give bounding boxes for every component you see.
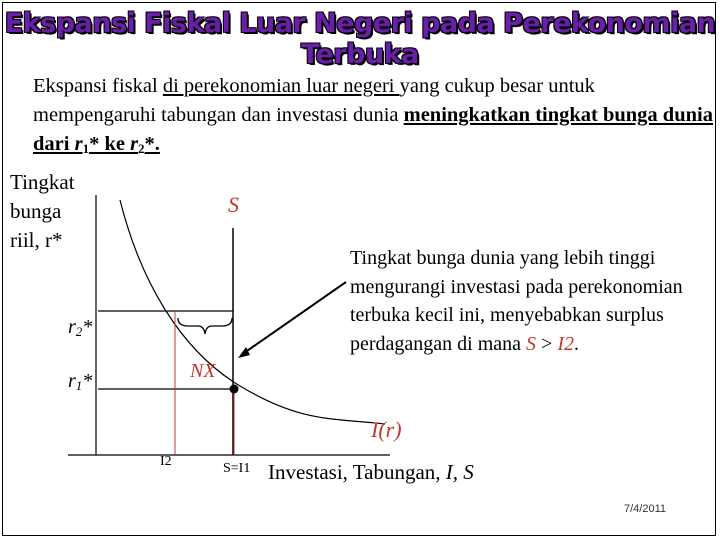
equilibrium-point xyxy=(230,385,239,394)
i2-tick-label: I2 xyxy=(160,454,172,469)
r2-label: $r_2*$ xyxy=(68,316,93,339)
x-axis-label: Investasi, Tabungan, I, S xyxy=(268,460,474,484)
investment-curve-label: I(r) xyxy=(371,417,402,442)
intro-text-bold: meningkatkan tingkat bunga dunia dari $r_1*$ ke $r_2*$. xyxy=(33,104,713,156)
s-i1-tick-label: S=I1 xyxy=(223,461,251,476)
intro-text-1: Ekspansi fiskal xyxy=(33,75,163,97)
slide-date: 7/4/2011 xyxy=(624,503,667,515)
intro-text-underlined: di perekonomian luar negeri xyxy=(162,75,400,97)
saving-label: S xyxy=(228,192,239,217)
y-axis-label: Tingkat bunga riil, r* xyxy=(10,170,75,252)
slide-title: Ekspansi Fiskal Luar Negeri pada Perekonomian Terbuka xyxy=(4,8,716,70)
investment-curve xyxy=(120,200,385,424)
intro-text-3: yang cukup besar untuk mempengaruhi tabungan dan investasi dunia xyxy=(33,75,595,126)
r1-label: $r_1*$ xyxy=(68,370,93,393)
pointer-arrow-head xyxy=(238,347,250,358)
annotation-note: Tingkat bunga dunia yang lebih tinggi mengurangi investasi pada perekonomian terbuka kecil ini, menyebabkan surplus perdagangan di mana S > I2. xyxy=(350,247,683,355)
pointer-arrow-line xyxy=(244,282,346,353)
nx-brace xyxy=(178,318,232,334)
nx-label: NX xyxy=(190,360,216,382)
